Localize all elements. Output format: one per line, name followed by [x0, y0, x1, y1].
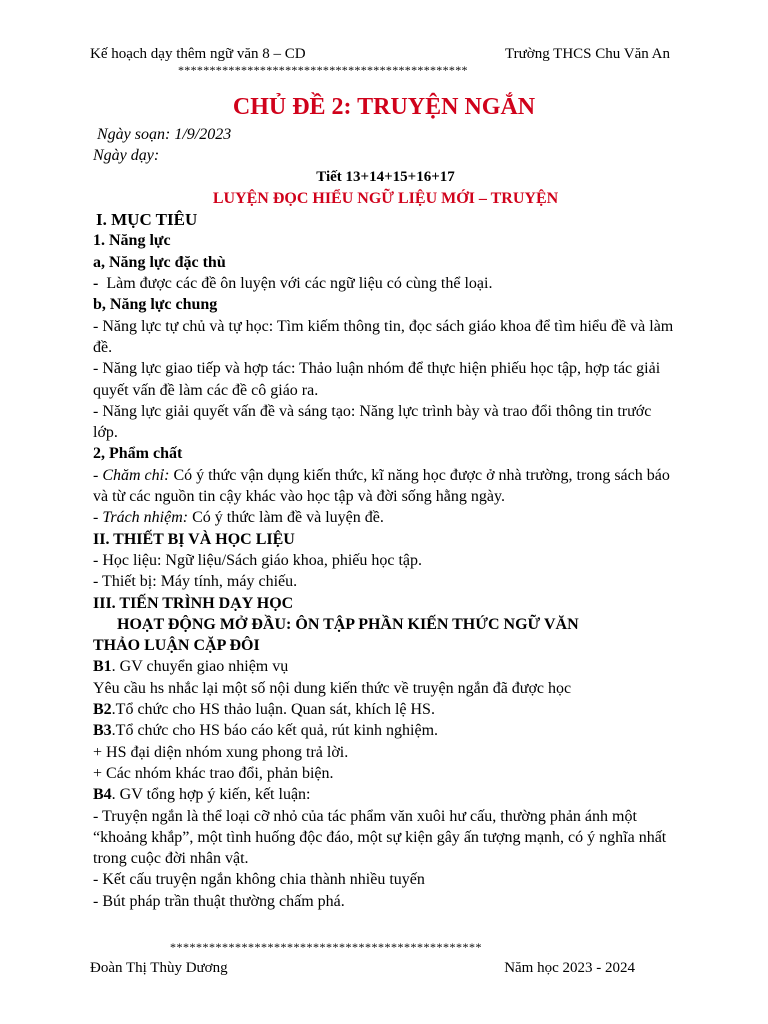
activity-heading: HOẠT ĐỘNG MỞ ĐẦU: ÔN TẬP PHẦN KIẾN THỨC NGỮ VĂN: [117, 615, 579, 633]
activity-subheading: THẢO LUẬN CẶP ĐÔI: [93, 637, 260, 655]
section-1-heading: I. MỤC TIÊU: [96, 210, 198, 230]
step-b1-label: B1: [93, 658, 112, 676]
step-b4-item-1: - Truyện ngắn là thể loại cỡ nhỏ của tác phẩm văn xuôi hư cấu, thường phản ánh một “khoảng khắp”, một tình huống độc đáo, một sự kiện gây ấn tượng mạnh, có ý nghĩa nhất trong cuộc đời nhân vật.: [93, 807, 667, 868]
general-competence-2: - Năng lực giao tiếp và hợp tác: Thảo luận nhóm để thực hiện phiếu học tập, hợp tác giải quyết vấn đề làm các đề cô giáo ra.: [93, 360, 661, 399]
teach-date: Ngày dạy:: [93, 147, 160, 165]
diligence-item: [93, 465, 678, 508]
step-b1-detail: Yêu cầu hs nhắc lại một số nội dung kiến thức về truyện ngắn đã được học: [93, 679, 572, 697]
materials-item-2: - Thiết bị: Máy tính, máy chiếu.: [93, 573, 298, 591]
step-b3-label: B3: [93, 722, 112, 740]
qualities-heading: 2, Phẩm chất: [93, 445, 183, 463]
header-right: Trường THCS Chu Văn An: [505, 46, 670, 62]
lesson-subtitle: LUYỆN ĐỌC HIỂU NGỮ LIỆU MỚI – TRUYỆN: [212, 189, 559, 207]
step-b4: [93, 784, 678, 805]
step-b2-text: .Tổ chức cho HS thảo luận. Quan sát, khích lệ HS.: [111, 701, 435, 719]
prep-date: Ngày soạn: 1/9/2023: [97, 126, 232, 143]
step-b2: [93, 699, 678, 720]
bullet-dash: -: [93, 275, 99, 293]
step-b3: [93, 720, 678, 741]
step-b4-label: B4: [93, 786, 112, 804]
section-2-heading: II. THIẾT BỊ VÀ HỌC LIỆU: [93, 530, 295, 548]
general-competence-heading: b, Năng lực chung: [93, 296, 218, 314]
step-b3-item-1: + HS đại diện nhóm xung phong trả lời.: [93, 743, 349, 761]
step-b4-text: . GV tổng hợp ý kiến, kết luận:: [111, 786, 311, 804]
responsibility-text: Có ý thức làm đề và luyện đề.: [188, 509, 384, 527]
specific-competence-heading: a, Năng lực đặc thù: [93, 253, 226, 271]
responsibility-label: - Trách nhiệm:: [93, 509, 189, 527]
step-b3-text: .Tổ chức cho HS báo cáo kết quả, rút kinh nghiệm.: [111, 722, 439, 740]
specific-competence-item: [93, 273, 678, 294]
step-b1-text: . GV chuyển giao nhiệm vụ: [111, 658, 289, 676]
specific-competence-text: Làm được các đề ôn luyện với các ngữ liệu có cùng thể loại.: [106, 275, 493, 293]
step-b4-item-2: - Kết cấu truyện ngắn không chia thành nhiều tuyến: [93, 871, 425, 889]
document-body: [93, 124, 678, 912]
page-title: CHỦ ĐỀ 2: TRUYỆN NGẮN: [232, 94, 536, 120]
step-b1: [93, 656, 678, 677]
step-b3-item-2: + Các nhóm khác trao đổi, phản biện.: [93, 764, 334, 782]
general-competence-3: - Năng lực giải quyết vấn đề và sáng tạo: Năng lực trình bày và trao đổi thông tin trước lớp.: [93, 402, 652, 442]
materials-item-1: - Học liệu: Ngữ liệu/Sách giáo khoa, phiếu học tập.: [93, 551, 423, 569]
header-left: Kế hoạch dạy thêm ngữ văn 8 – CD: [90, 46, 306, 62]
competence-heading: 1. Năng lực: [93, 232, 171, 250]
footer-divider: ************************************************: [170, 940, 482, 954]
footer-school-year: Năm học 2023 - 2024: [504, 960, 635, 976]
general-competence-1: - Năng lực tự chủ và tự học: Tìm kiếm thông tin, đọc sách giáo khoa để tìm hiểu đề và làm đề.: [93, 317, 674, 356]
step-b2-label: B2: [93, 701, 112, 719]
footer-author: Đoàn Thị Thùy Dương: [90, 960, 228, 976]
lesson-periods: Tiết 13+14+15+16+17: [316, 168, 455, 185]
diligence-label: - Chăm chỉ:: [93, 466, 170, 484]
section-3-heading: III. TIẾN TRÌNH DẠY HỌC: [93, 594, 294, 612]
header-divider: **********************************************: [178, 63, 468, 77]
step-b4-item-3: - Bút pháp trần thuật thường chấm phá.: [93, 892, 345, 910]
diligence-text: Có ý thức vận dụng kiến thức, kĩ năng học được ở nhà trường, trong sách báo và từ các nguồn tin cậy khác vào học tập và đời sống hằng ngày.: [93, 466, 670, 506]
responsibility-item: [93, 507, 678, 528]
